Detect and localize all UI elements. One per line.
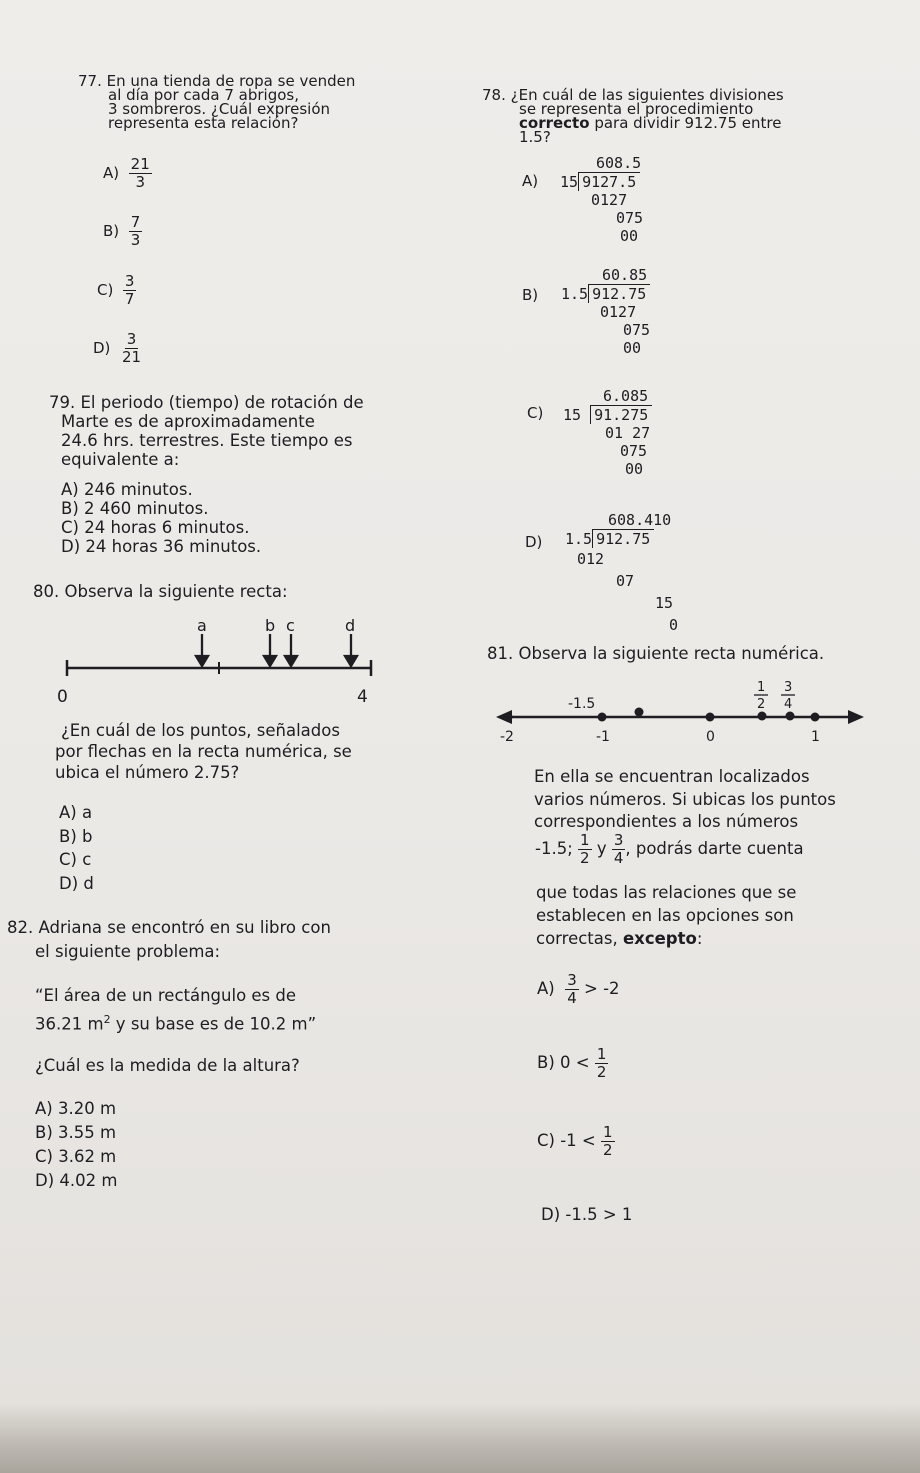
number-line-81 (492, 676, 872, 752)
label-a: a (197, 616, 207, 635)
option-78-b-label[interactable]: B) (522, 286, 539, 304)
text-line: El periodo (tiempo) de rotación de (80, 393, 364, 412)
fraction: $\frac{1}{2}$ (603, 1123, 613, 1159)
point-1 (811, 713, 820, 722)
fraction-three-quarters: $\frac{3}{4}$ (613, 831, 624, 867)
option-78-a-label[interactable]: A) (522, 172, 539, 190)
option-81-a[interactable]: A) $\frac{3}{4}$ > -2 (537, 971, 620, 1007)
tick-label-minus-2: -2 (500, 729, 514, 745)
arrow-d-head (345, 656, 357, 666)
question-82-problem (35, 984, 316, 1037)
point-minus-2 (504, 713, 513, 722)
arrow-right (848, 710, 864, 724)
text-line: En ella se encuentran localizados (534, 767, 810, 786)
tick-label-0: 0 (706, 729, 715, 745)
text-line: 24.6 hrs. terrestres. Este tiempo es (61, 431, 353, 450)
division-78-b: 60.85 1.5 912.75 0127 075 00 (561, 266, 651, 357)
label-d: d (345, 616, 356, 635)
question-78 (482, 88, 784, 144)
option-79-c[interactable]: C) 24 horas 6 minutos. (61, 518, 250, 537)
point-minus-1 (598, 713, 607, 722)
option-80-a[interactable]: A) a (59, 803, 93, 822)
text-line: se representa el procedimiento (519, 100, 754, 118)
label-c: c (286, 616, 295, 635)
text-line: correspondientes a los números (534, 812, 799, 831)
question-number: 77. (78, 72, 102, 90)
option-82-d[interactable]: D) 4.02 m (35, 1171, 118, 1190)
question-81-text (534, 766, 836, 834)
option-77-d[interactable]: D) $\frac{3}{21}$ (93, 330, 142, 366)
point-three-quarters (786, 712, 795, 721)
option-79-b[interactable]: B) 2 460 minutos. (61, 499, 209, 518)
option-77-c[interactable]: C) $\frac{3}{7}$ (97, 272, 135, 308)
arrow-a-head (196, 656, 208, 666)
text-line: al día por cada 7 abrigos, (108, 86, 299, 104)
question-80 (55, 720, 352, 783)
arrow-c-head (285, 656, 297, 666)
point-0 (706, 713, 715, 722)
option-77-b[interactable]: B) $\frac{7}{3}$ (103, 213, 141, 249)
label-start: 0 (57, 687, 68, 707)
option-78-c-label[interactable]: C) (527, 404, 544, 422)
question-81-text2 (536, 881, 796, 950)
arrow-b-head (264, 656, 276, 666)
number-line-80 (55, 612, 385, 712)
text-line: Marte es de aproximadamente (61, 412, 315, 431)
text-line: 36.21 $m^2$ y su base es de 10.2 m” (35, 1013, 317, 1034)
options-80 (59, 801, 94, 895)
label-q-num: 3 (784, 680, 793, 695)
option-81-b[interactable]: B) 0 < $\frac{1}{2}$ (537, 1045, 607, 1081)
text-line: varios números. Si ubicas los puntos (534, 789, 836, 809)
options-79 (61, 480, 261, 556)
question-81-numbers: -1.5; $\frac{1}{2}$ y $\frac{3}{4}$ , podrás darte cuenta (535, 831, 804, 867)
option-82-b[interactable]: B) 3.55 m (35, 1123, 117, 1142)
fraction: $\frac{3}{21}$ (121, 330, 142, 366)
text-line: equivalente a: (61, 450, 180, 469)
question-81-intro: 81. Observa la siguiente recta numérica. (487, 644, 825, 663)
text-line: el siguiente problema: (35, 942, 221, 961)
options-82 (35, 1097, 117, 1193)
text-line: correcto para dividir 912.75 entre (519, 114, 782, 132)
question-number: 79. (49, 393, 76, 412)
text-line: ¿En cuál de los puntos, señalados (61, 721, 340, 740)
option-80-d[interactable]: D) d (59, 873, 94, 893)
option-81-d[interactable]: D) -1.5 > 1 (541, 1205, 633, 1224)
division-78-a: 608.5 15 9127.5 0127 075 00 (560, 154, 644, 245)
label-minus-1-5: -1.5 (568, 696, 596, 712)
option-82-c[interactable]: C) 3.62 m (35, 1147, 117, 1166)
question-number: 82. (7, 918, 34, 937)
division-78-c: 6.085 15 91.275 01 27 075 00 (563, 387, 652, 478)
label-q-den: 4 (784, 697, 793, 712)
label-b: b (265, 616, 276, 635)
point-minus-1-5 (635, 708, 644, 717)
option-79-a[interactable]: A) 246 minutos. (61, 480, 193, 499)
text-line: En una tienda de ropa se venden (106, 72, 356, 90)
text-line: establecen en las opciones son (536, 906, 794, 925)
question-number: 81. (487, 644, 514, 663)
label-half-den: 2 (757, 697, 766, 712)
text-line: ¿En cuál de las siguientes divisiones (510, 86, 784, 104)
question-number: 78. (482, 86, 506, 104)
fraction: $\frac{3}{4}$ (567, 971, 577, 1007)
text-line: ubica el número 2.75? (55, 763, 240, 782)
option-80-b[interactable]: B) b (59, 826, 93, 846)
tick-label-minus-1: -1 (596, 729, 610, 745)
option-82-a[interactable]: A) 3.20 m (35, 1099, 117, 1118)
option-80-c[interactable]: C) c (59, 850, 92, 869)
division-78-d: 608.410 1.5 912.75 012 07 15 0 (565, 511, 679, 634)
text-line: que todas las relaciones que se (536, 883, 797, 902)
option-77-a[interactable]: A) $\frac{21}{3}$ (103, 155, 150, 191)
fraction: $\frac{7}{3}$ (130, 213, 141, 249)
question-82: 82. Adriana se encontró en su libro con el siguiente problema: (7, 916, 331, 964)
page-shadow (0, 1403, 920, 1473)
text-line: 1.5? (519, 128, 551, 146)
text-line: 3 sombreros. ¿Cuál expresión (108, 100, 331, 118)
question-80-intro: 80. Observa la siguiente recta: (33, 582, 288, 601)
text-line: por flechas en la recta numérica, se (55, 742, 352, 761)
question-77 (78, 74, 355, 130)
option-81-c[interactable]: C) -1 < $\frac{1}{2}$ (537, 1123, 613, 1159)
label-end: 4 (357, 687, 368, 707)
option-79-d[interactable]: D) 24 horas 36 minutos. (61, 537, 262, 556)
point-half (758, 712, 767, 721)
fraction-half: $\frac{1}{2}$ (580, 831, 590, 867)
question-number: 80. (33, 582, 60, 601)
text-line: correctas, excepto: (536, 929, 703, 948)
question-82-ask: ¿Cuál es la medida de la altura? (35, 1056, 300, 1075)
fraction: $\frac{3}{7}$ (124, 272, 135, 308)
tick-label-1: 1 (811, 729, 820, 745)
text-line: representa esta relación? (108, 114, 299, 132)
label-half-num: 1 (757, 680, 766, 695)
fraction: $\frac{21}{3}$ (130, 155, 150, 191)
text-line: “El área de un rectángulo es de (35, 986, 297, 1005)
option-78-d-label[interactable]: D) (525, 533, 543, 551)
fraction: $\frac{1}{2}$ (596, 1045, 607, 1081)
question-79 (49, 393, 364, 469)
